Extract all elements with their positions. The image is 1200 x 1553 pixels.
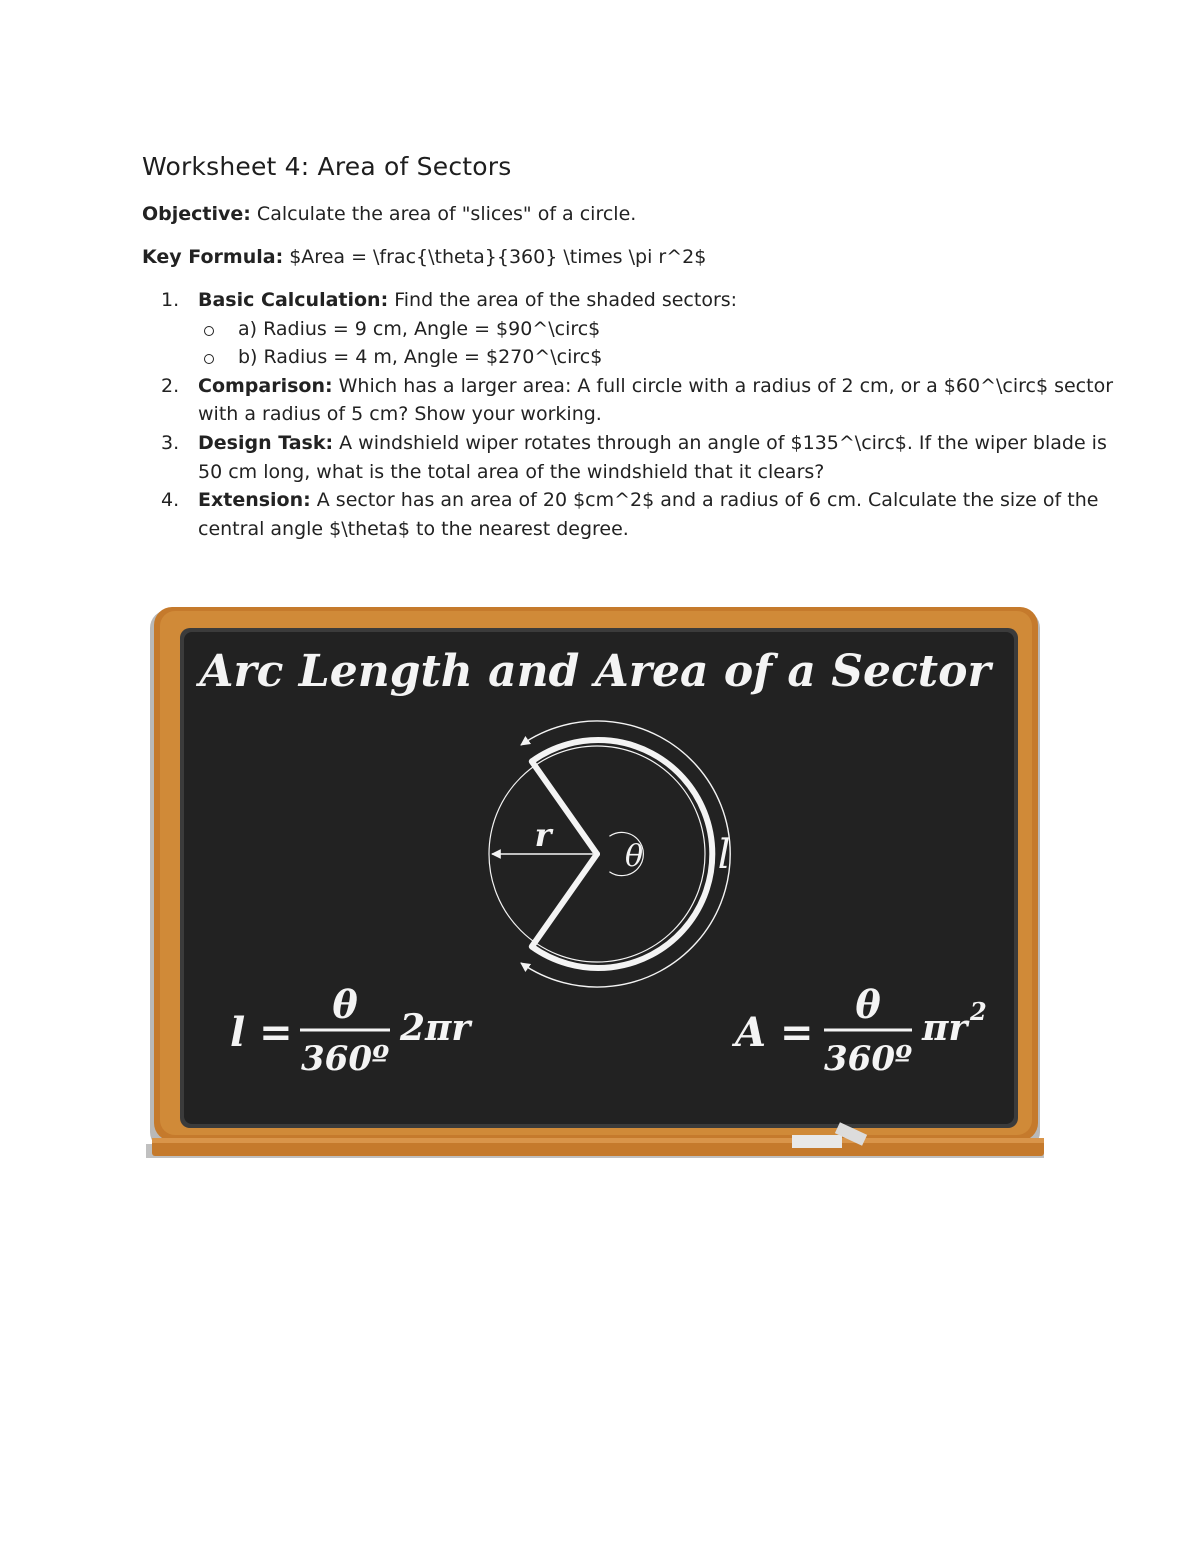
area-formula-numerator: θ <box>855 982 881 1027</box>
task-label: Comparison: <box>198 374 333 397</box>
chalk-stick <box>792 1135 842 1148</box>
arc-formula-factor: 2πr <box>400 1007 471 1049</box>
board-title: Arc Length and Area of a Sector <box>199 646 991 697</box>
arc-length-label: l <box>717 832 731 878</box>
task-text: A windshield wiper rotates through an angle of $135^\circ$. If the wiper blade is 50 cm long, what is the total area of the windshield that it clears? <box>198 431 1107 483</box>
key-formula-line <box>142 243 706 271</box>
task-item <box>198 372 1118 429</box>
key-formula-label: Key Formula: <box>142 246 284 268</box>
task-label: Basic Calculation: <box>198 289 389 311</box>
arc-formula-lhs: l = <box>230 1009 293 1056</box>
task-text: A sector has an area of 20 $cm^2$ and a radius of 6 cm. Calculate the size of the central angle $\theta$ to the nearest degree. <box>198 489 1099 540</box>
chalkboard-illustration <box>140 600 1050 1180</box>
key-formula-text: $Area = \frac{\theta}{360} \times \pi r^2$ <box>283 246 707 268</box>
task-text: Find the area of the shaded sectors: <box>388 289 738 311</box>
radius-label: r <box>534 816 552 854</box>
arc-formula-denominator: 360º <box>301 1039 389 1079</box>
worksheet-title: Worksheet 4: Area of Sectors <box>142 152 512 181</box>
area-formula-exponent: 2 <box>970 997 987 1026</box>
objective-label: Objective: <box>142 203 251 225</box>
subtask-item: a) Radius = 9 cm, Angle = $90^\circ$ <box>238 315 1118 344</box>
task-item <box>198 429 1118 486</box>
objective-text: Calculate the area of "slices" of a circle. <box>250 203 637 225</box>
task-item <box>198 486 1118 543</box>
tray-highlight <box>152 1138 1044 1143</box>
objective-line <box>142 200 636 228</box>
area-formula-factor: πr <box>922 1007 968 1049</box>
area-formula-lhs: A = <box>735 1009 814 1056</box>
arc-formula-numerator: θ <box>332 982 358 1027</box>
task-label: Design Task: <box>198 431 334 454</box>
subtask-list <box>198 315 1118 372</box>
task-label: Extension: <box>198 489 311 512</box>
area-formula-denominator: 360º <box>824 1039 912 1079</box>
task-text: Which has a larger area: A full circle with a radius of 2 cm, or a $60^\circ$ sector with a radius of 5 cm? Show your working. <box>198 374 1114 426</box>
subtask-item: b) Radius = 4 m, Angle = $270^\circ$ <box>238 343 1118 372</box>
angle-label: θ <box>624 839 644 874</box>
chalkboard-svg <box>140 600 1050 1180</box>
task-item <box>198 286 1118 372</box>
task-list <box>142 286 1118 543</box>
